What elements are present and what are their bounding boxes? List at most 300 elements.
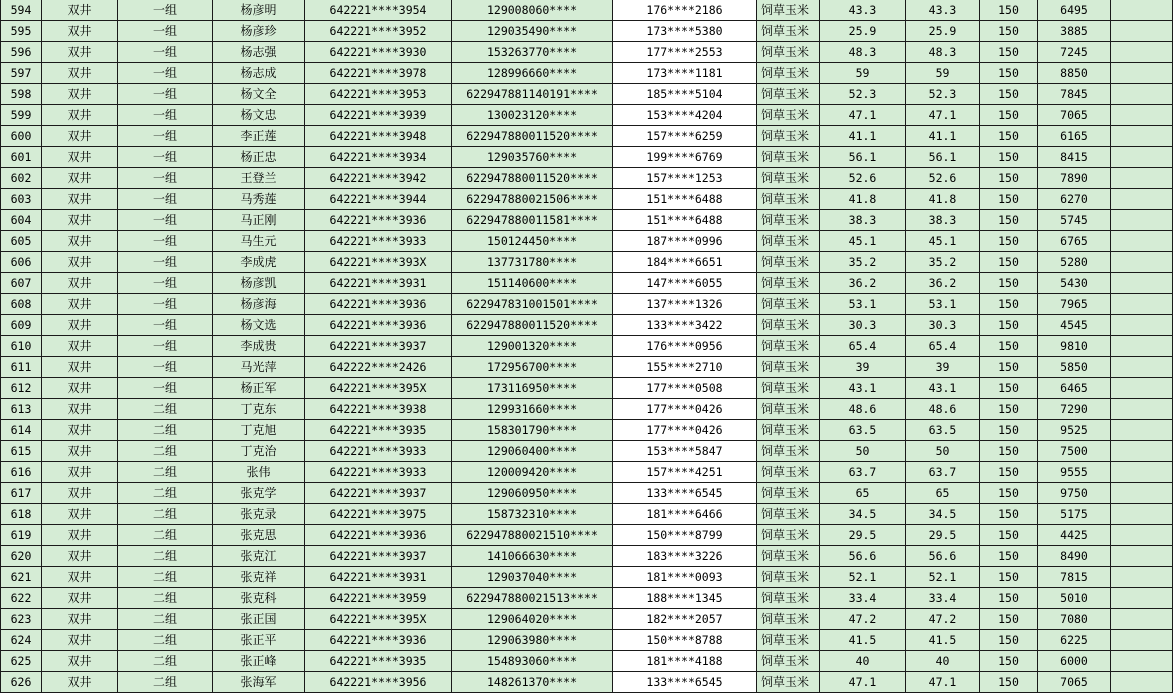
- cell-remark[interactable]: [1111, 378, 1173, 399]
- cell-phone[interactable]: 199****6769: [613, 147, 757, 168]
- cell-bank-account[interactable]: 622947881140191****: [452, 84, 613, 105]
- cell-rate[interactable]: 150: [980, 504, 1038, 525]
- cell-index[interactable]: 605: [0, 231, 42, 252]
- cell-remark[interactable]: [1111, 357, 1173, 378]
- cell-id-number[interactable]: 642221****3936: [305, 294, 452, 315]
- cell-rate[interactable]: 150: [980, 420, 1038, 441]
- cell-phone[interactable]: 157****1253: [613, 168, 757, 189]
- cell-village[interactable]: 双井: [42, 231, 118, 252]
- cell-bank-account[interactable]: 154893060****: [452, 651, 613, 672]
- cell-area-a[interactable]: 47.1: [820, 105, 906, 126]
- cell-bank-account[interactable]: 141066630****: [452, 546, 613, 567]
- cell-area-b[interactable]: 43.1: [906, 378, 980, 399]
- cell-bank-account[interactable]: 129035760****: [452, 147, 613, 168]
- cell-bank-account[interactable]: 153263770****: [452, 42, 613, 63]
- cell-group[interactable]: 二组: [118, 441, 213, 462]
- cell-area-a[interactable]: 35.2: [820, 252, 906, 273]
- cell-phone[interactable]: 150****8788: [613, 630, 757, 651]
- cell-bank-account[interactable]: 622947880011581****: [452, 210, 613, 231]
- cell-id-number[interactable]: 642221****393X: [305, 252, 452, 273]
- cell-rate[interactable]: 150: [980, 462, 1038, 483]
- cell-amount[interactable]: 6270: [1038, 189, 1111, 210]
- cell-group[interactable]: 二组: [118, 462, 213, 483]
- cell-index[interactable]: 604: [0, 210, 42, 231]
- cell-name[interactable]: 杨文忠: [213, 105, 305, 126]
- cell-amount[interactable]: 3885: [1038, 21, 1111, 42]
- cell-group[interactable]: 一组: [118, 252, 213, 273]
- cell-index[interactable]: 616: [0, 462, 42, 483]
- cell-area-a[interactable]: 25.9: [820, 21, 906, 42]
- cell-amount[interactable]: 7965: [1038, 294, 1111, 315]
- cell-area-a[interactable]: 30.3: [820, 315, 906, 336]
- cell-area-a[interactable]: 63.5: [820, 420, 906, 441]
- cell-remark[interactable]: [1111, 525, 1173, 546]
- cell-rate[interactable]: 150: [980, 609, 1038, 630]
- cell-amount[interactable]: 7815: [1038, 567, 1111, 588]
- cell-amount[interactable]: 8850: [1038, 63, 1111, 84]
- cell-name[interactable]: 杨正忠: [213, 147, 305, 168]
- cell-area-b[interactable]: 39: [906, 357, 980, 378]
- cell-village[interactable]: 双井: [42, 378, 118, 399]
- cell-area-b[interactable]: 47.1: [906, 105, 980, 126]
- cell-index[interactable]: 620: [0, 546, 42, 567]
- cell-area-b[interactable]: 45.1: [906, 231, 980, 252]
- cell-area-b[interactable]: 34.5: [906, 504, 980, 525]
- cell-area-b[interactable]: 35.2: [906, 252, 980, 273]
- cell-area-a[interactable]: 65.4: [820, 336, 906, 357]
- cell-amount[interactable]: 5745: [1038, 210, 1111, 231]
- cell-remark[interactable]: [1111, 147, 1173, 168]
- cell-rate[interactable]: 150: [980, 210, 1038, 231]
- cell-rate[interactable]: 150: [980, 378, 1038, 399]
- cell-name[interactable]: 张克江: [213, 546, 305, 567]
- cell-id-number[interactable]: 642221****3952: [305, 21, 452, 42]
- cell-area-a[interactable]: 41.8: [820, 189, 906, 210]
- cell-village[interactable]: 双井: [42, 609, 118, 630]
- cell-name[interactable]: 张克祥: [213, 567, 305, 588]
- cell-crop[interactable]: 饲草玉米: [757, 441, 820, 462]
- cell-village[interactable]: 双井: [42, 84, 118, 105]
- cell-amount[interactable]: 7065: [1038, 105, 1111, 126]
- cell-name[interactable]: 杨文选: [213, 315, 305, 336]
- cell-village[interactable]: 双井: [42, 651, 118, 672]
- cell-name[interactable]: 丁克旭: [213, 420, 305, 441]
- cell-remark[interactable]: [1111, 231, 1173, 252]
- cell-rate[interactable]: 150: [980, 399, 1038, 420]
- cell-index[interactable]: 617: [0, 483, 42, 504]
- cell-remark[interactable]: [1111, 672, 1173, 693]
- cell-id-number[interactable]: 642221****395X: [305, 609, 452, 630]
- cell-area-a[interactable]: 52.1: [820, 567, 906, 588]
- cell-index[interactable]: 596: [0, 42, 42, 63]
- cell-rate[interactable]: 150: [980, 336, 1038, 357]
- cell-area-a[interactable]: 48.3: [820, 42, 906, 63]
- cell-name[interactable]: 杨彦明: [213, 0, 305, 21]
- cell-remark[interactable]: [1111, 399, 1173, 420]
- cell-village[interactable]: 双井: [42, 210, 118, 231]
- cell-area-a[interactable]: 47.2: [820, 609, 906, 630]
- cell-rate[interactable]: 150: [980, 483, 1038, 504]
- cell-area-b[interactable]: 47.1: [906, 672, 980, 693]
- cell-area-b[interactable]: 43.3: [906, 0, 980, 21]
- cell-phone[interactable]: 157****6259: [613, 126, 757, 147]
- cell-area-a[interactable]: 36.2: [820, 273, 906, 294]
- cell-area-b[interactable]: 63.7: [906, 462, 980, 483]
- cell-id-number[interactable]: 642221****3933: [305, 441, 452, 462]
- cell-rate[interactable]: 150: [980, 294, 1038, 315]
- cell-area-b[interactable]: 29.5: [906, 525, 980, 546]
- cell-group[interactable]: 一组: [118, 231, 213, 252]
- cell-id-number[interactable]: 642221****3938: [305, 399, 452, 420]
- cell-area-b[interactable]: 65: [906, 483, 980, 504]
- cell-phone[interactable]: 177****0508: [613, 378, 757, 399]
- cell-remark[interactable]: [1111, 126, 1173, 147]
- cell-index[interactable]: 599: [0, 105, 42, 126]
- cell-amount[interactable]: 7890: [1038, 168, 1111, 189]
- cell-index[interactable]: 624: [0, 630, 42, 651]
- cell-crop[interactable]: 饲草玉米: [757, 231, 820, 252]
- cell-index[interactable]: 615: [0, 441, 42, 462]
- cell-area-a[interactable]: 65: [820, 483, 906, 504]
- cell-rate[interactable]: 150: [980, 105, 1038, 126]
- cell-crop[interactable]: 饲草玉米: [757, 21, 820, 42]
- cell-bank-account[interactable]: 158732310****: [452, 504, 613, 525]
- cell-index[interactable]: 623: [0, 609, 42, 630]
- cell-crop[interactable]: 饲草玉米: [757, 42, 820, 63]
- cell-crop[interactable]: 饲草玉米: [757, 105, 820, 126]
- cell-rate[interactable]: 150: [980, 672, 1038, 693]
- cell-phone[interactable]: 182****2057: [613, 609, 757, 630]
- cell-village[interactable]: 双井: [42, 189, 118, 210]
- cell-phone[interactable]: 137****1326: [613, 294, 757, 315]
- cell-crop[interactable]: 饲草玉米: [757, 546, 820, 567]
- cell-area-a[interactable]: 48.6: [820, 399, 906, 420]
- cell-rate[interactable]: 150: [980, 525, 1038, 546]
- cell-remark[interactable]: [1111, 651, 1173, 672]
- cell-village[interactable]: 双井: [42, 399, 118, 420]
- cell-bank-account[interactable]: 129931660****: [452, 399, 613, 420]
- cell-amount[interactable]: 4425: [1038, 525, 1111, 546]
- cell-group[interactable]: 一组: [118, 0, 213, 21]
- cell-area-a[interactable]: 41.1: [820, 126, 906, 147]
- cell-name[interactable]: 马生元: [213, 231, 305, 252]
- cell-rate[interactable]: 150: [980, 189, 1038, 210]
- cell-id-number[interactable]: 642221****3936: [305, 315, 452, 336]
- cell-id-number[interactable]: 642221****3934: [305, 147, 452, 168]
- cell-bank-account[interactable]: 622947880021510****: [452, 525, 613, 546]
- cell-village[interactable]: 双井: [42, 273, 118, 294]
- cell-area-b[interactable]: 36.2: [906, 273, 980, 294]
- cell-remark[interactable]: [1111, 42, 1173, 63]
- cell-index[interactable]: 619: [0, 525, 42, 546]
- cell-area-a[interactable]: 43.1: [820, 378, 906, 399]
- cell-group[interactable]: 一组: [118, 147, 213, 168]
- cell-group[interactable]: 一组: [118, 189, 213, 210]
- cell-area-b[interactable]: 48.3: [906, 42, 980, 63]
- cell-amount[interactable]: 9555: [1038, 462, 1111, 483]
- cell-crop[interactable]: 饲草玉米: [757, 63, 820, 84]
- cell-crop[interactable]: 饲草玉米: [757, 210, 820, 231]
- cell-id-number[interactable]: 642221****3937: [305, 546, 452, 567]
- cell-area-a[interactable]: 50: [820, 441, 906, 462]
- cell-crop[interactable]: 饲草玉米: [757, 147, 820, 168]
- cell-amount[interactable]: 7845: [1038, 84, 1111, 105]
- cell-amount[interactable]: 5280: [1038, 252, 1111, 273]
- cell-index[interactable]: 612: [0, 378, 42, 399]
- cell-id-number[interactable]: 642221****3953: [305, 84, 452, 105]
- cell-amount[interactable]: 7290: [1038, 399, 1111, 420]
- cell-crop[interactable]: 饲草玉米: [757, 651, 820, 672]
- cell-name[interactable]: 李成虎: [213, 252, 305, 273]
- cell-index[interactable]: 608: [0, 294, 42, 315]
- cell-amount[interactable]: 5175: [1038, 504, 1111, 525]
- cell-amount[interactable]: 8490: [1038, 546, 1111, 567]
- cell-amount[interactable]: 6495: [1038, 0, 1111, 21]
- cell-village[interactable]: 双井: [42, 420, 118, 441]
- cell-bank-account[interactable]: 622947880011520****: [452, 168, 613, 189]
- cell-group[interactable]: 二组: [118, 672, 213, 693]
- cell-bank-account[interactable]: 150124450****: [452, 231, 613, 252]
- cell-index[interactable]: 621: [0, 567, 42, 588]
- cell-id-number[interactable]: 642221****3978: [305, 63, 452, 84]
- cell-crop[interactable]: 饲草玉米: [757, 315, 820, 336]
- cell-area-a[interactable]: 33.4: [820, 588, 906, 609]
- cell-name[interactable]: 张克录: [213, 504, 305, 525]
- cell-phone[interactable]: 150****8799: [613, 525, 757, 546]
- cell-bank-account[interactable]: 129060950****: [452, 483, 613, 504]
- cell-amount[interactable]: 6000: [1038, 651, 1111, 672]
- cell-id-number[interactable]: 642221****3937: [305, 483, 452, 504]
- cell-group[interactable]: 一组: [118, 21, 213, 42]
- cell-remark[interactable]: [1111, 504, 1173, 525]
- cell-phone[interactable]: 133****3422: [613, 315, 757, 336]
- cell-area-b[interactable]: 63.5: [906, 420, 980, 441]
- cell-area-b[interactable]: 52.1: [906, 567, 980, 588]
- cell-crop[interactable]: 饲草玉米: [757, 672, 820, 693]
- cell-village[interactable]: 双井: [42, 588, 118, 609]
- cell-area-a[interactable]: 63.7: [820, 462, 906, 483]
- cell-area-a[interactable]: 52.3: [820, 84, 906, 105]
- cell-remark[interactable]: [1111, 336, 1173, 357]
- cell-index[interactable]: 606: [0, 252, 42, 273]
- cell-bank-account[interactable]: 622947880021506****: [452, 189, 613, 210]
- cell-remark[interactable]: [1111, 483, 1173, 504]
- cell-area-b[interactable]: 53.1: [906, 294, 980, 315]
- cell-crop[interactable]: 饲草玉米: [757, 168, 820, 189]
- cell-index[interactable]: 611: [0, 357, 42, 378]
- cell-name[interactable]: 张正峰: [213, 651, 305, 672]
- cell-phone[interactable]: 153****4204: [613, 105, 757, 126]
- cell-group[interactable]: 二组: [118, 525, 213, 546]
- cell-bank-account[interactable]: 622947880021513****: [452, 588, 613, 609]
- cell-crop[interactable]: 饲草玉米: [757, 252, 820, 273]
- cell-phone[interactable]: 177****0426: [613, 420, 757, 441]
- cell-village[interactable]: 双井: [42, 294, 118, 315]
- cell-name[interactable]: 杨彦凯: [213, 273, 305, 294]
- cell-rate[interactable]: 150: [980, 315, 1038, 336]
- cell-index[interactable]: 609: [0, 315, 42, 336]
- cell-rate[interactable]: 150: [980, 357, 1038, 378]
- cell-amount[interactable]: 9750: [1038, 483, 1111, 504]
- cell-phone[interactable]: 181****0093: [613, 567, 757, 588]
- cell-index[interactable]: 607: [0, 273, 42, 294]
- cell-amount[interactable]: 7245: [1038, 42, 1111, 63]
- cell-remark[interactable]: [1111, 609, 1173, 630]
- cell-rate[interactable]: 150: [980, 441, 1038, 462]
- cell-amount[interactable]: 8415: [1038, 147, 1111, 168]
- cell-phone[interactable]: 181****4188: [613, 651, 757, 672]
- cell-name[interactable]: 马正刚: [213, 210, 305, 231]
- cell-group[interactable]: 二组: [118, 546, 213, 567]
- cell-bank-account[interactable]: 622947880011520****: [452, 126, 613, 147]
- cell-area-b[interactable]: 56.6: [906, 546, 980, 567]
- cell-area-a[interactable]: 45.1: [820, 231, 906, 252]
- cell-group[interactable]: 一组: [118, 84, 213, 105]
- cell-village[interactable]: 双井: [42, 63, 118, 84]
- cell-area-b[interactable]: 65.4: [906, 336, 980, 357]
- cell-name[interactable]: 李成贵: [213, 336, 305, 357]
- cell-rate[interactable]: 150: [980, 21, 1038, 42]
- cell-remark[interactable]: [1111, 273, 1173, 294]
- cell-crop[interactable]: 饲草玉米: [757, 420, 820, 441]
- cell-id-number[interactable]: 642221****3935: [305, 420, 452, 441]
- cell-id-number[interactable]: 642221****3936: [305, 525, 452, 546]
- cell-bank-account[interactable]: 128996660****: [452, 63, 613, 84]
- cell-group[interactable]: 二组: [118, 609, 213, 630]
- cell-index[interactable]: 613: [0, 399, 42, 420]
- cell-remark[interactable]: [1111, 567, 1173, 588]
- cell-group[interactable]: 一组: [118, 315, 213, 336]
- cell-index[interactable]: 601: [0, 147, 42, 168]
- cell-amount[interactable]: 7080: [1038, 609, 1111, 630]
- cell-group[interactable]: 一组: [118, 273, 213, 294]
- cell-id-number[interactable]: 642221****3939: [305, 105, 452, 126]
- cell-crop[interactable]: 饲草玉米: [757, 609, 820, 630]
- cell-remark[interactable]: [1111, 105, 1173, 126]
- cell-index[interactable]: 597: [0, 63, 42, 84]
- cell-index[interactable]: 610: [0, 336, 42, 357]
- cell-id-number[interactable]: 642221****3942: [305, 168, 452, 189]
- cell-phone[interactable]: 188****1345: [613, 588, 757, 609]
- cell-village[interactable]: 双井: [42, 168, 118, 189]
- cell-id-number[interactable]: 642221****3937: [305, 336, 452, 357]
- cell-area-a[interactable]: 56.1: [820, 147, 906, 168]
- cell-phone[interactable]: 183****3226: [613, 546, 757, 567]
- cell-crop[interactable]: 饲草玉米: [757, 378, 820, 399]
- cell-index[interactable]: 618: [0, 504, 42, 525]
- cell-crop[interactable]: 饲草玉米: [757, 294, 820, 315]
- cell-amount[interactable]: 7065: [1038, 672, 1111, 693]
- cell-crop[interactable]: 饲草玉米: [757, 525, 820, 546]
- cell-village[interactable]: 双井: [42, 42, 118, 63]
- cell-area-b[interactable]: 25.9: [906, 21, 980, 42]
- cell-bank-account[interactable]: 148261370****: [452, 672, 613, 693]
- cell-area-a[interactable]: 59: [820, 63, 906, 84]
- cell-id-number[interactable]: 642221****3975: [305, 504, 452, 525]
- cell-name[interactable]: 杨彦海: [213, 294, 305, 315]
- cell-area-b[interactable]: 41.5: [906, 630, 980, 651]
- cell-bank-account[interactable]: 129008060****: [452, 0, 613, 21]
- cell-phone[interactable]: 173****5380: [613, 21, 757, 42]
- cell-village[interactable]: 双井: [42, 252, 118, 273]
- cell-area-a[interactable]: 53.1: [820, 294, 906, 315]
- cell-phone[interactable]: 184****6651: [613, 252, 757, 273]
- cell-id-number[interactable]: 642221****3930: [305, 42, 452, 63]
- cell-village[interactable]: 双井: [42, 441, 118, 462]
- cell-area-b[interactable]: 38.3: [906, 210, 980, 231]
- cell-phone[interactable]: 176****2186: [613, 0, 757, 21]
- cell-name[interactable]: 王登兰: [213, 168, 305, 189]
- cell-name[interactable]: 杨彦珍: [213, 21, 305, 42]
- cell-village[interactable]: 双井: [42, 126, 118, 147]
- cell-remark[interactable]: [1111, 63, 1173, 84]
- cell-id-number[interactable]: 642221****3936: [305, 630, 452, 651]
- cell-remark[interactable]: [1111, 588, 1173, 609]
- cell-amount[interactable]: 9525: [1038, 420, 1111, 441]
- cell-rate[interactable]: 150: [980, 567, 1038, 588]
- cell-name[interactable]: 丁克东: [213, 399, 305, 420]
- cell-group[interactable]: 二组: [118, 420, 213, 441]
- cell-name[interactable]: 杨正军: [213, 378, 305, 399]
- cell-bank-account[interactable]: 129060400****: [452, 441, 613, 462]
- cell-phone[interactable]: 151****6488: [613, 189, 757, 210]
- cell-remark[interactable]: [1111, 189, 1173, 210]
- cell-remark[interactable]: [1111, 210, 1173, 231]
- cell-id-number[interactable]: 642221****3931: [305, 273, 452, 294]
- cell-rate[interactable]: 150: [980, 588, 1038, 609]
- cell-phone[interactable]: 176****0956: [613, 336, 757, 357]
- cell-crop[interactable]: 饲草玉米: [757, 0, 820, 21]
- cell-remark[interactable]: [1111, 252, 1173, 273]
- cell-phone[interactable]: 185****5104: [613, 84, 757, 105]
- cell-index[interactable]: 625: [0, 651, 42, 672]
- cell-rate[interactable]: 150: [980, 630, 1038, 651]
- cell-crop[interactable]: 饲草玉米: [757, 399, 820, 420]
- cell-name[interactable]: 张海军: [213, 672, 305, 693]
- cell-crop[interactable]: 饲草玉米: [757, 567, 820, 588]
- cell-remark[interactable]: [1111, 546, 1173, 567]
- cell-village[interactable]: 双井: [42, 21, 118, 42]
- cell-village[interactable]: 双井: [42, 630, 118, 651]
- cell-area-b[interactable]: 50: [906, 441, 980, 462]
- cell-remark[interactable]: [1111, 630, 1173, 651]
- cell-bank-account[interactable]: 622947831001501****: [452, 294, 613, 315]
- cell-rate[interactable]: 150: [980, 168, 1038, 189]
- cell-area-a[interactable]: 34.5: [820, 504, 906, 525]
- cell-index[interactable]: 626: [0, 672, 42, 693]
- cell-rate[interactable]: 150: [980, 0, 1038, 21]
- cell-amount[interactable]: 6465: [1038, 378, 1111, 399]
- cell-group[interactable]: 一组: [118, 378, 213, 399]
- cell-amount[interactable]: 6165: [1038, 126, 1111, 147]
- cell-village[interactable]: 双井: [42, 0, 118, 21]
- cell-area-b[interactable]: 59: [906, 63, 980, 84]
- cell-phone[interactable]: 177****2553: [613, 42, 757, 63]
- cell-name[interactable]: 马秀莲: [213, 189, 305, 210]
- cell-remark[interactable]: [1111, 441, 1173, 462]
- cell-name[interactable]: 马光萍: [213, 357, 305, 378]
- cell-area-a[interactable]: 47.1: [820, 672, 906, 693]
- cell-group[interactable]: 一组: [118, 105, 213, 126]
- cell-bank-account[interactable]: 172956700****: [452, 357, 613, 378]
- cell-village[interactable]: 双井: [42, 567, 118, 588]
- cell-phone[interactable]: 157****4251: [613, 462, 757, 483]
- cell-crop[interactable]: 饲草玉米: [757, 588, 820, 609]
- cell-group[interactable]: 二组: [118, 651, 213, 672]
- cell-crop[interactable]: 饲草玉米: [757, 357, 820, 378]
- cell-crop[interactable]: 饲草玉米: [757, 189, 820, 210]
- cell-group[interactable]: 二组: [118, 399, 213, 420]
